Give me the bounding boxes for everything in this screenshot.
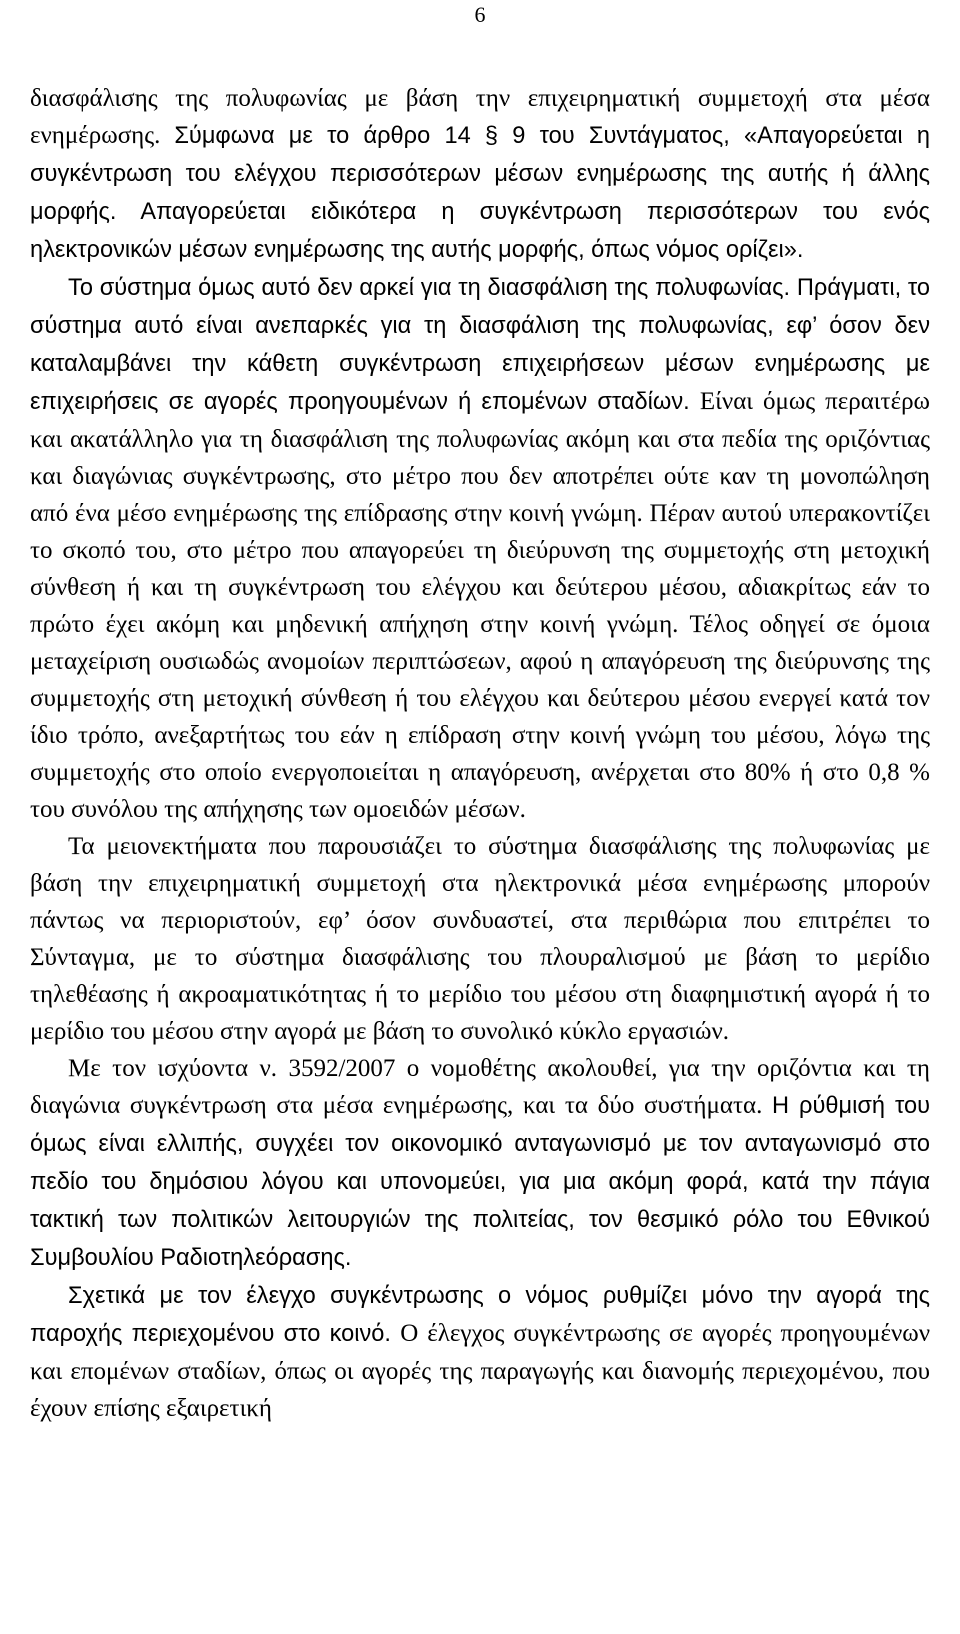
paragraph bbox=[30, 80, 930, 269]
text-run: Η ρύθμισή του όμως είναι ελλιπής, συγχέει τον οικονομικό ανταγωνισμό με τον ανταγωνισμό στο πεδίο του δημόσιου λόγου και υπονομεύει, για μια ακόμη φορά, κατά την πάγια τακτική των πολιτικών λειτουργιών της πολιτείας, τον θεσμικό ρόλο του Εθνικού Συμβουλίου Ραδιοτηλεόρασης. bbox=[30, 1093, 931, 1271]
text-run: Με τον ισχύοντα ν. 3592/2007 ο νομοθέτης ακολουθεί, για την οριζόντια και τη διαγώνια συγκέντρωση στα μέσα ενημέρωσης, και τα δύο συστήματα. bbox=[30, 1055, 930, 1119]
paragraph bbox=[30, 828, 930, 1050]
text-run: Ο έλεγχος συγκέντρωσης σε αγορές προηγουμένων και επομένων σταδίων, όπως οι αγορές της παραγωγής και διανομής περιεχομένου, που έχουν επίσης εξαιρετική bbox=[30, 1320, 931, 1422]
text-run: Το σύστημα όμως αυτό δεν αρκεί για τη διασφάλιση της πολυφωνίας. Πράγματι, το σύστημα αυτό είναι ανεπαρκές για τη διασφάλιση της πολυφωνίας, εφ’ όσον δεν καταλαμβάνει την κάθετη συγκέντρωση επιχειρήσεων μέσων ενημέρωσης με επιχειρήσεις σε αγορές προηγουμένων ή επομένων σταδίων. bbox=[30, 275, 930, 415]
paragraph bbox=[30, 269, 930, 828]
document-body bbox=[30, 80, 930, 1427]
text-run: Είναι όμως περαιτέρω και ακατάλληλο για τη διασφάλιση της πολυφωνίας ακόμη και στα πεδία της οριζόντιας και διαγώνιας συγκέντρωσης, στο μέτρο που δεν αποτρέπει ούτε καν τη μονοπώληση από ένα μέσο ενημέρωσης της επίδρασης στην κοινή γνώμη. Πέραν αυτού υπερακοντίζει το σκοπό του, στο μέτρο που απαγορεύει τη διεύρυνση της συμμετοχής στη μετοχική σύνθεση ή και τη συγκέντρωση του ελέγχου και δεύτερου μέσου, αδιακρίτως εάν το πρώτο έχει ακόμη και μηδενική απήχηση στην κοινή γνώμη. Τέλος οδηγεί σε όμοια μεταχείριση ουσιωδώς ανομοίων περιπτώσεων, αφού η απαγόρευση της διεύρυνσης της συμμετοχής στη μετοχική σύνθεση ή του ελέγχου και δεύτερου μέσου ενεργεί κατά τον ίδιο τρόπο, ανεξαρτήτως του εάν η επίδραση στην κοινή γνώμη του μέσου, λόγω της συμμετοχής στο οποίο ενεργοποιείται η απαγόρευση, ανέρχεται στο 80% ή στο 0,8 % του συνόλου της απήχησης των ομοειδών μέσων. bbox=[30, 388, 930, 823]
text-run: διασφάλισης της πολυφωνίας με βάση την επιχειρηματική συμμετοχή στα μέσα ενημέρωσης. bbox=[30, 85, 930, 149]
paragraph bbox=[30, 1277, 930, 1427]
page-number: 6 bbox=[474, 2, 486, 27]
text-run: Σχετικά με τον έλεγχο συγκέντρωσης ο νόμος ρυθμίζει μόνο την αγορά της παροχής περιεχομένου στο κοινό. bbox=[30, 1283, 930, 1347]
text-run: Τα μειονεκτήματα που παρουσιάζει το σύστημα διασφάλισης της πολυφωνίας με βάση την επιχειρηματική συμμετοχή στα ηλεκτρονικά μέσα ενημέρωσης μπορούν πάντως να περιοριστούν, εφ’ όσον συνδυαστεί, στα περιθώρια που επιτρέπει το Σύνταγμα, με το σύστημα διασφάλισης του πλουραλισμού με βάση το μερίδιο τηλεθέασης ή ακροαματικότητας ή το μερίδιο του μέσου στη διαφημιστική αγορά ή το μερίδιο του μέσου στην αγορά με βάση το συνολικό κύκλο εργασιών. bbox=[30, 833, 930, 1045]
text-run: Σύμφωνα με το άρθρο 14 § 9 του Συντάγματος, «Απαγορεύεται η συγκέντρωση του ελέγχου περισσότερων μέσων ενημέρωσης της αυτής ή άλλης μορφής. Απαγορεύεται ειδικότερα η συγκέντρωση περισσότερων του ενός ηλεκτρονικών μέσων ενημέρωσης της αυτής μορφής, όπως νόμος ορίζει». bbox=[30, 123, 930, 263]
paragraph bbox=[30, 1050, 930, 1277]
